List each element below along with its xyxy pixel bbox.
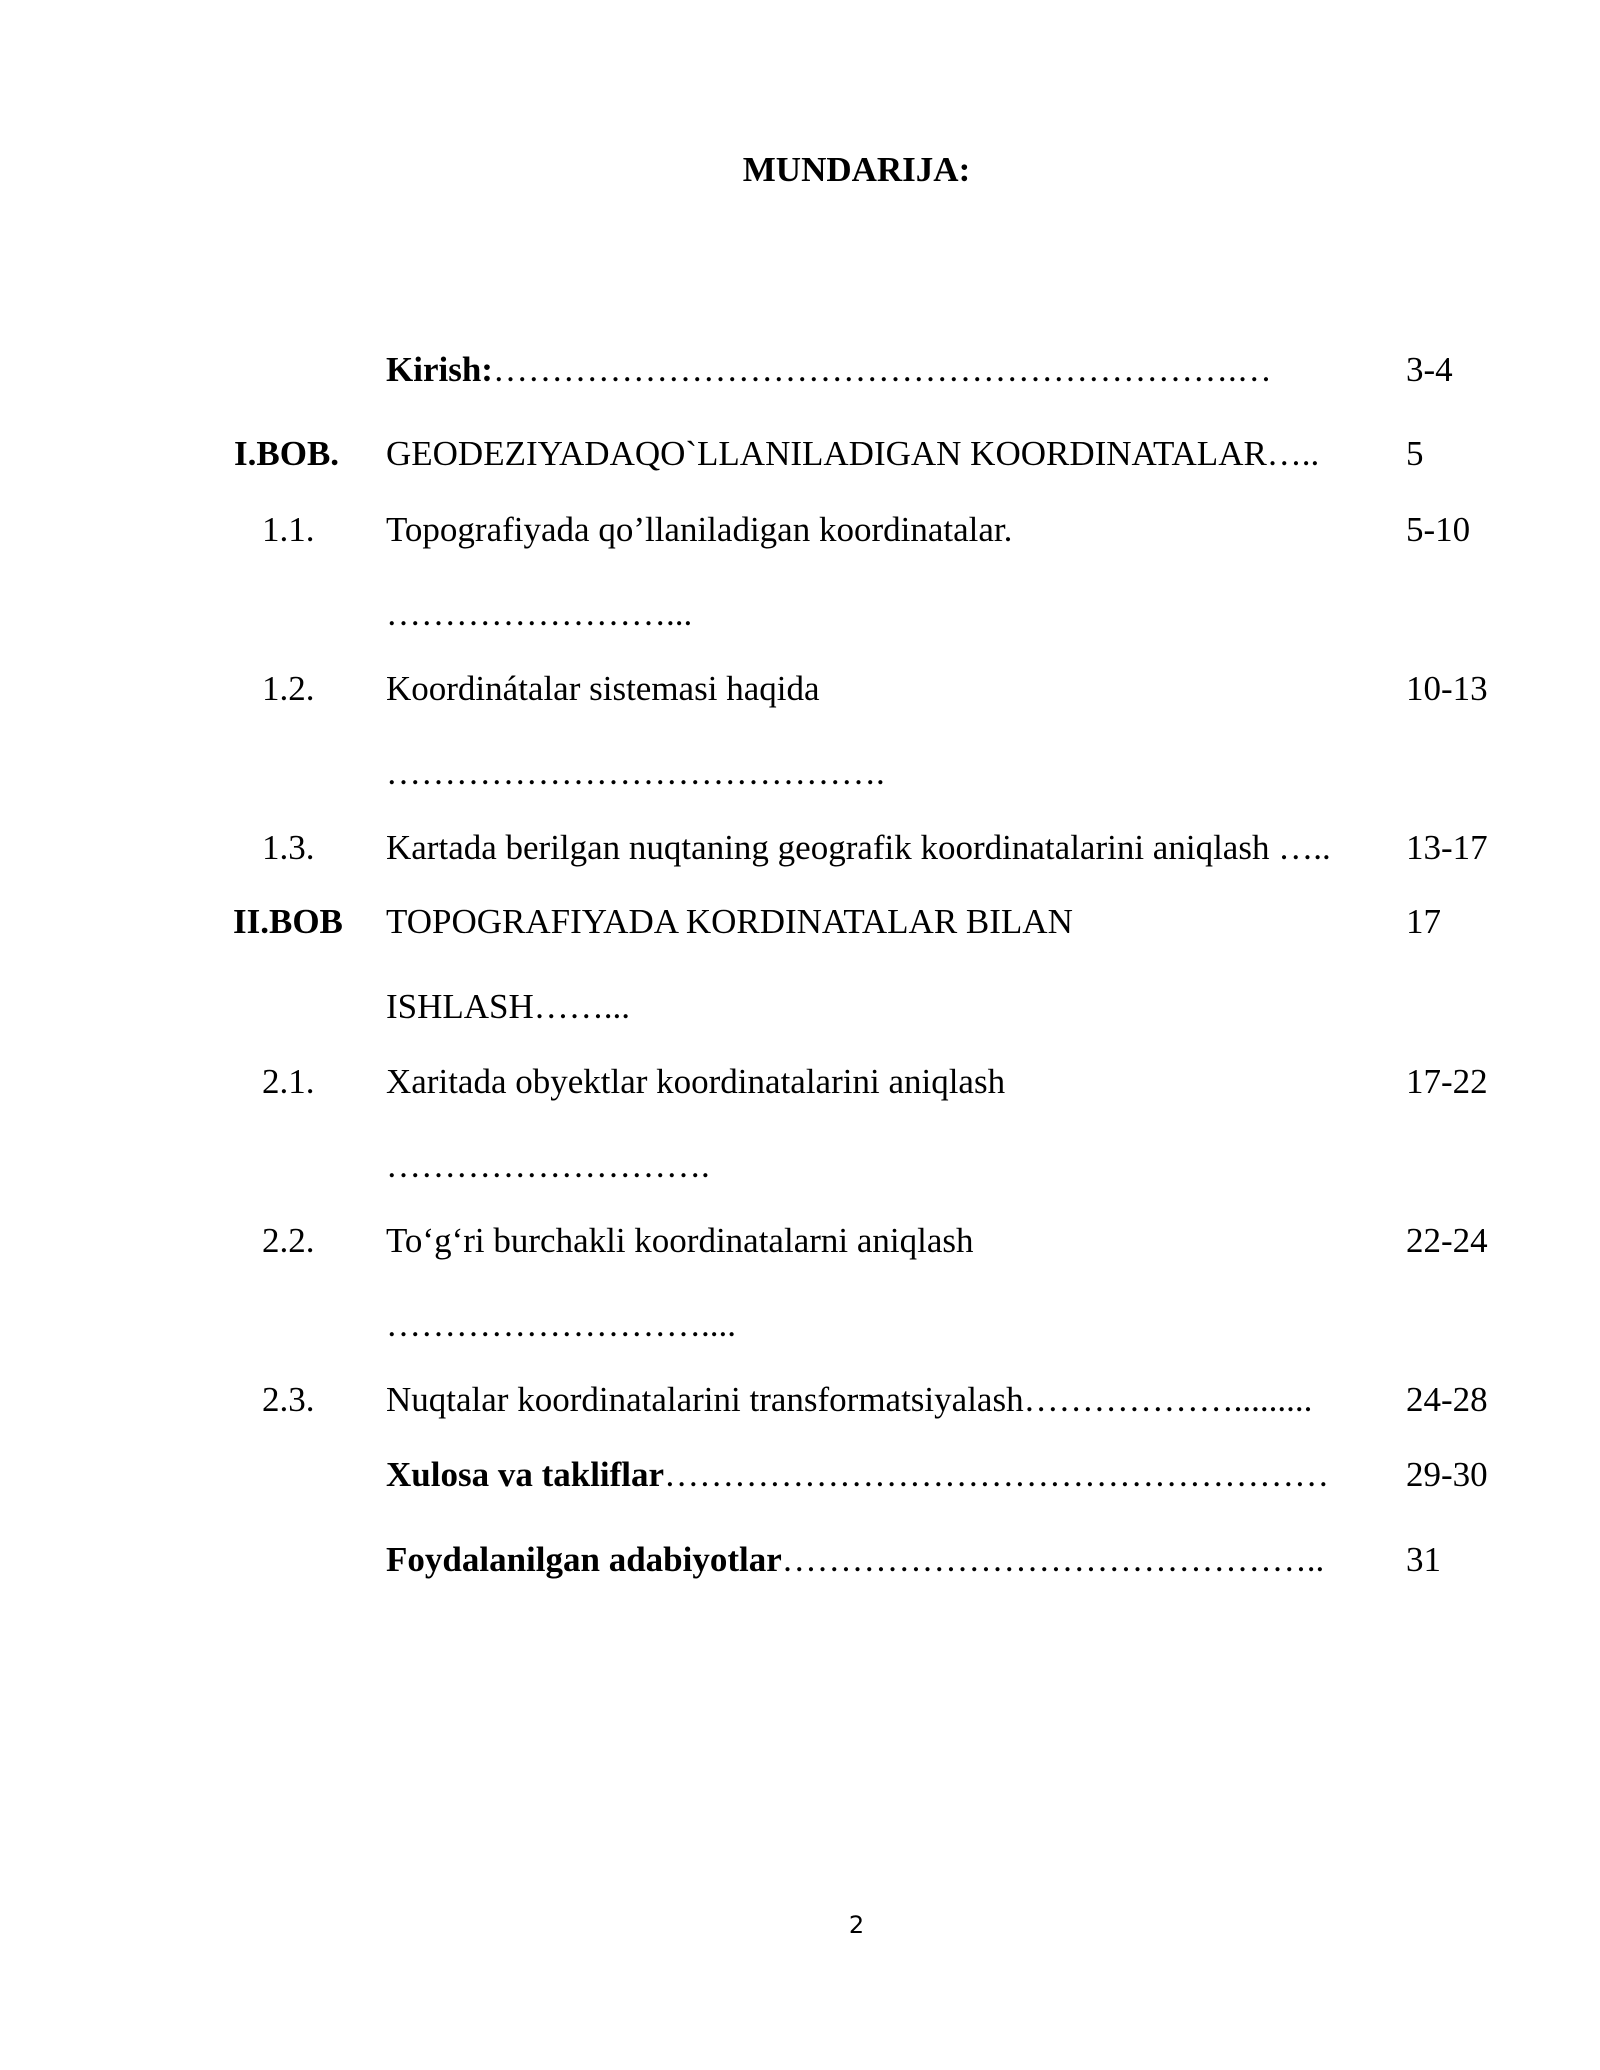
toc-section-number: 1.1.: [262, 510, 315, 549]
toc-chapter-title: TOPOGRAFIYADA KORDINATALAR BILAN: [386, 902, 1073, 941]
toc-chapter-number: I.BOB.: [234, 434, 340, 473]
toc-page-ref: 17-22: [1406, 1062, 1488, 1101]
toc-section-title: Kartada berilgan nuqtaning geografik koordinatalarini aniqlash …..: [386, 828, 1331, 867]
toc-section-continuation: ……………………….: [386, 1146, 710, 1185]
toc-chapter-title: GEODEZIYADAQO`LLANILADIGAN KOORDINATALAR…..: [386, 434, 1320, 473]
toc-section-title: Xaritada obyektlar koordinatalarini aniqlash: [386, 1062, 1006, 1101]
toc-section-number: 1.2.: [262, 669, 315, 708]
toc-entry-conclusion: [386, 1455, 1329, 1495]
toc-page-ref: 31: [1406, 1540, 1441, 1579]
toc-section-continuation: ………………………....: [386, 1305, 736, 1344]
toc-section-title: Nuqtalar koordinatalarini transformatsiyalash……………….........: [386, 1380, 1313, 1419]
toc-page-ref: 22-24: [1406, 1221, 1488, 1260]
toc-section-continuation: ……………………...: [386, 594, 693, 633]
toc-section-title: Koordinátalar sistemasi haqida: [386, 669, 820, 708]
toc-section-number: 1.3.: [262, 828, 315, 867]
toc-entry-kirish: [386, 350, 1272, 390]
toc-section-number: 2.1.: [262, 1062, 315, 1101]
toc-page-ref: 24-28: [1406, 1380, 1488, 1419]
page-title: MUNDARIJA:: [742, 150, 971, 189]
toc-chapter-number: II.BOB: [233, 902, 343, 941]
footer-page-number: 2: [848, 1911, 865, 1939]
toc-page-ref: 29-30: [1406, 1455, 1488, 1494]
toc-page-ref: 13-17: [1406, 828, 1488, 867]
toc-entry-references: [386, 1540, 1324, 1580]
toc-section-number: 2.3.: [262, 1380, 315, 1419]
toc-section-title: Topografiyada qo’llaniladigan koordinatalar.: [386, 510, 1013, 549]
toc-entry-dots: ……………………………………………………….…: [492, 350, 1272, 389]
toc-entry-dots: …………………………………………………: [664, 1455, 1330, 1494]
toc-chapter-continuation: ISHLASH……...: [386, 987, 631, 1026]
toc-page-ref: 3-4: [1406, 350, 1453, 389]
toc-entry-label: Kirish:: [386, 350, 493, 389]
toc-page-ref: 17: [1406, 902, 1441, 941]
toc-section-number: 2.2.: [262, 1221, 315, 1260]
toc-entry-label: Foydalanilgan adabiyotlar: [386, 1540, 782, 1579]
toc-page-ref: 10-13: [1406, 669, 1488, 708]
toc-entry-dots: ………………………………………..: [781, 1540, 1325, 1579]
toc-section-continuation: …………………………………….: [386, 753, 885, 792]
toc-entry-label: Xulosa va takliflar: [386, 1455, 665, 1494]
toc-page-ref: 5: [1406, 434, 1424, 473]
toc-page-ref: 5-10: [1406, 510, 1471, 549]
toc-section-title: To‘g‘ri burchakli koordinatalarni aniqlash: [386, 1221, 974, 1260]
